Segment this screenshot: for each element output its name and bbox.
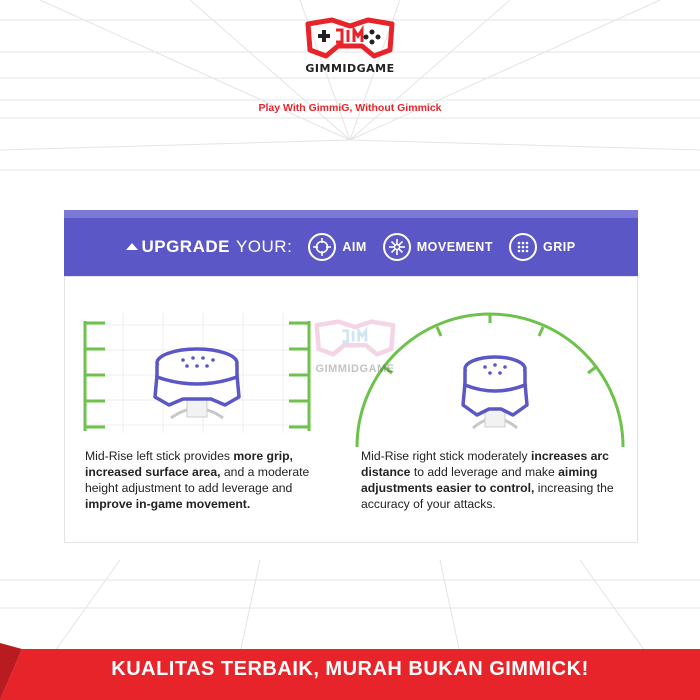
brand-name: GIMMIDGAME: [305, 62, 395, 75]
banner-strip: [64, 210, 638, 218]
grip-icon: [509, 233, 537, 261]
left-desc-bold-1: more grip,: [233, 449, 293, 463]
right-desc-text-3: increasing the accuracy of your attacks.: [361, 481, 614, 511]
footer-slogan: KUALITAS TERBAIK, MURAH BUKAN GIMMICK!: [111, 658, 589, 680]
feature-grip-label: GRIP: [542, 240, 576, 254]
arrow-up-icon: [126, 243, 138, 250]
watermark: [300, 318, 410, 375]
brand-logo[interactable]: [290, 16, 410, 75]
right-desc-text-1: Mid-Rise right stick moderately: [361, 449, 531, 463]
left-desc-text-2: and a moderate height adjustment to add leverage and: [85, 465, 310, 495]
watermark-logo-icon: [310, 318, 400, 358]
feature-aim: [308, 233, 366, 261]
movement-icon: [383, 233, 411, 261]
feature-movement-label: MOVEMENT: [416, 240, 493, 254]
right-stick-icon: [463, 357, 527, 428]
comparison-panel: [64, 276, 638, 543]
upgrade-heading: [126, 237, 292, 257]
left-desc-bold-2: increased surface area,: [85, 465, 221, 479]
feature-grip: [509, 233, 576, 261]
left-desc-bold-3: improve in-game movement.: [85, 497, 251, 511]
upgrade-banner: [64, 210, 638, 276]
right-description: [361, 448, 621, 512]
left-stick-illustration: [83, 313, 313, 433]
left-desc-text-1: Mid-Rise left stick provides: [85, 449, 234, 463]
watermark-name: GIMMIDGAME: [315, 363, 395, 375]
banner-row: [64, 218, 638, 276]
right-desc-text-2: to add leverage and make: [410, 465, 559, 479]
tagline: Play With GimmiG, Without Gimmick: [258, 102, 442, 114]
gimmig-logo-icon: [302, 16, 398, 60]
feature-card: [64, 210, 638, 543]
left-stick-icon: [155, 349, 239, 418]
upgrade-word: UPGRADE: [141, 237, 230, 256]
left-description: [85, 448, 335, 512]
right-desc-bold-2: aiming adjustments easier to control,: [361, 465, 598, 495]
crosshair-icon: [308, 233, 336, 261]
feature-movement: [383, 233, 493, 261]
feature-aim-label: AIM: [342, 240, 367, 254]
right-desc-bold-1: increases arc distance: [361, 449, 609, 479]
your-word: YOUR:: [235, 237, 293, 256]
